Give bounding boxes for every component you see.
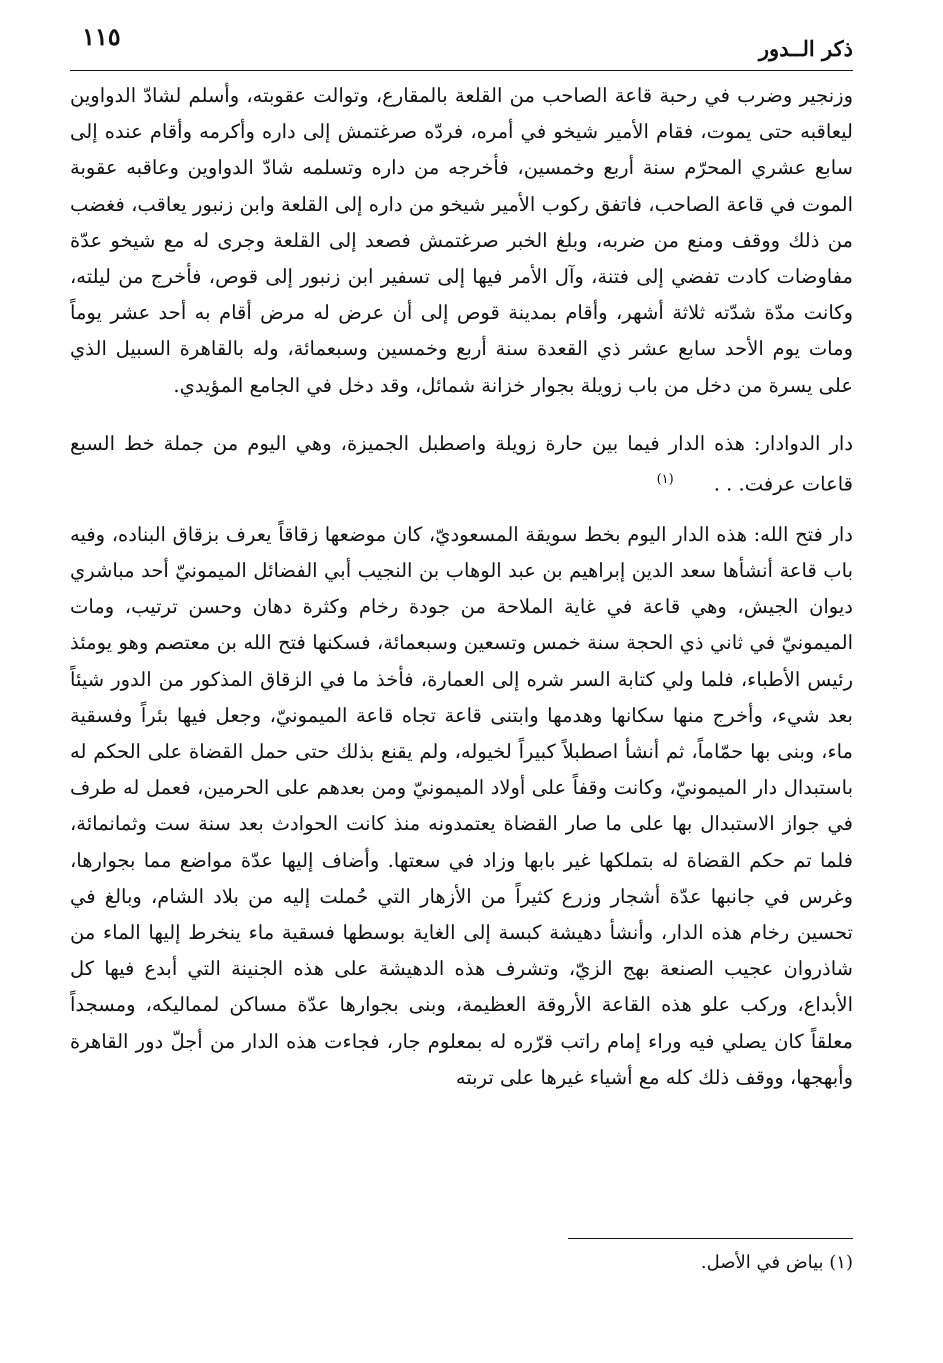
paragraph-text: وزنجير وضرب في رحبة قاعة الصاحب من القلعة بالمقارع، وتوالت عقوبته، وأسلم لشادّ الدواوين ليعاقبه حتى يموت، فقام الأمير شيخو في أمره، فردّه صرغتمش إلى داره وأكرمه وأقام عنده إلى سابع عشري المحرّم سنة أربع وخمسين، فأخرجه من داره وتسلمه شادّ الدواوين وعاقبه عقوبة الموت في قاعة الصاحب، فاتفق ركوب الأمير شيخو من داره إلى القلعة وابن زنبور يعاقب، فغضب من ذلك ووقف ومنع من ضربه، وبلغ الخبر صرغتمش فصعد إلى القلعة وجرى له مع شيخو عدّة مفاوضات كادت تفضي إلى فتنة، وآل الأمر فيها إلى تسفير ابن زنبور إلى قوص، فأخرج من ليلته، وكانت مدّة شدّته ثلاثة أشهر، وأقام بمدينة قوص إلى أن عرض له مرض أقام به أحد عشر يوماً ومات يوم الأحد سابع عشر ذي القعدة سنة أربع وخمسين وسبعمائة، وله بالقاهرة السبيل الذي على يسرة من دخل من باب زويلة بجوار خزانة شمائل، وقد دخل في الجامع المؤيدي.: [70, 84, 853, 397]
footnote: [701, 1252, 853, 1273]
paragraph-text: دار الدوادار: هذه الدار فيما بين حارة زويلة واصطبل الجميزة، وهي اليوم من جملة خط السبع قاعات عرفت. . .: [70, 431, 853, 496]
paragraph-text: دار فتح الله: هذه الدار اليوم بخط سويقة المسعوديّ، كان موضعها زقاقاً يعرف بزقاق البناده، وفيه باب قاعة أنشأها سعد الدين إبراهيم بن عبد الوهاب بن النجيب أبي الفضائل الميمونيّ أحد مباشري ديوان الجيش، وهي قاعة في غاية الملاحة من جودة رخام وكثرة دهان وحسن ترتيب، ومات الميمونيّ في ثاني ذي الحجة سنة خمس وتسعين وسبعمائة، فسكنها فتح الله بن معتصم وهو يومئذ رئيس الأطباء، فلما ولي كتابة السر شره إلى العمارة، فأخذ ما في الزقاق المذكور من الدور شيئاً بعد شيء، وأخرج منها سكانها وهدمها وابتنى قاعة تجاه قاعة الميمونيّ، وجعل فيها بئراً وفسقية ماء، وبنى بها حمّاماً، ثم أنشأ اصطبلاً كبيراً لخيوله، ولم يقنع بذلك حتى حمل القضاة على الحكم له باستبدال دار الميمونيّ، وكانت وقفاً على أولاد الميمونيّ ومن بعدهم على الحرمين، فعمل له طرف في جواز الاستبدال بها على ما صار القضاة يعتمدونه منذ كانت الحوادث بعد سنة ست وثمانمائة، فلما تم حكم القضاة له بتملكها غير بابها وزاد في سعتها. وأضاف إليها عدّة مواضع مما بجوارها، وغرس في جانبها عدّة أشجار وزرع كثيراً من الأزهار التي حُملت إليه من بلاد الشام، وبالغ في تحسين رخام هذه الدار، وأنشأ دهيشة كبسة إلى الغاية بوسطها فسقية ماء ينخرط إليها الماء من شاذروان عجيب الصنعة بهج الزيّ، وتشرف هذه الدهيشة على هذه الجنينة التي أبدع فيها كل الأبداع، وركب علو هذه القاعة الأروقة العظيمة، وبنى بجوارها عدّة مساكن لمماليكه، ومسجداً معلقاً كان يصلي فيه وراء إمام راتب قرّره له بمعلوم جار، فجاءت هذه الدار من أجلّ دور القاهرة وأبهجها، ووقف ذلك كله مع أشياء غيرها على تربته: [70, 522, 853, 1089]
footnote-reference: (١): [656, 472, 674, 488]
body-text: [70, 78, 853, 1096]
paragraph-dar-al-dawadar: [70, 426, 853, 503]
page-number: ١١٥: [82, 22, 121, 51]
footnote-divider: [568, 1238, 853, 1239]
paragraph-dar-fath-allah: [70, 517, 853, 1096]
paragraph-continuation: [70, 78, 853, 404]
footnote-text: بياض في الأصل.: [700, 1252, 824, 1273]
footnote-marker: (١): [829, 1252, 853, 1273]
page-header: [70, 22, 853, 71]
running-title: ذكر الــدور: [758, 36, 853, 61]
